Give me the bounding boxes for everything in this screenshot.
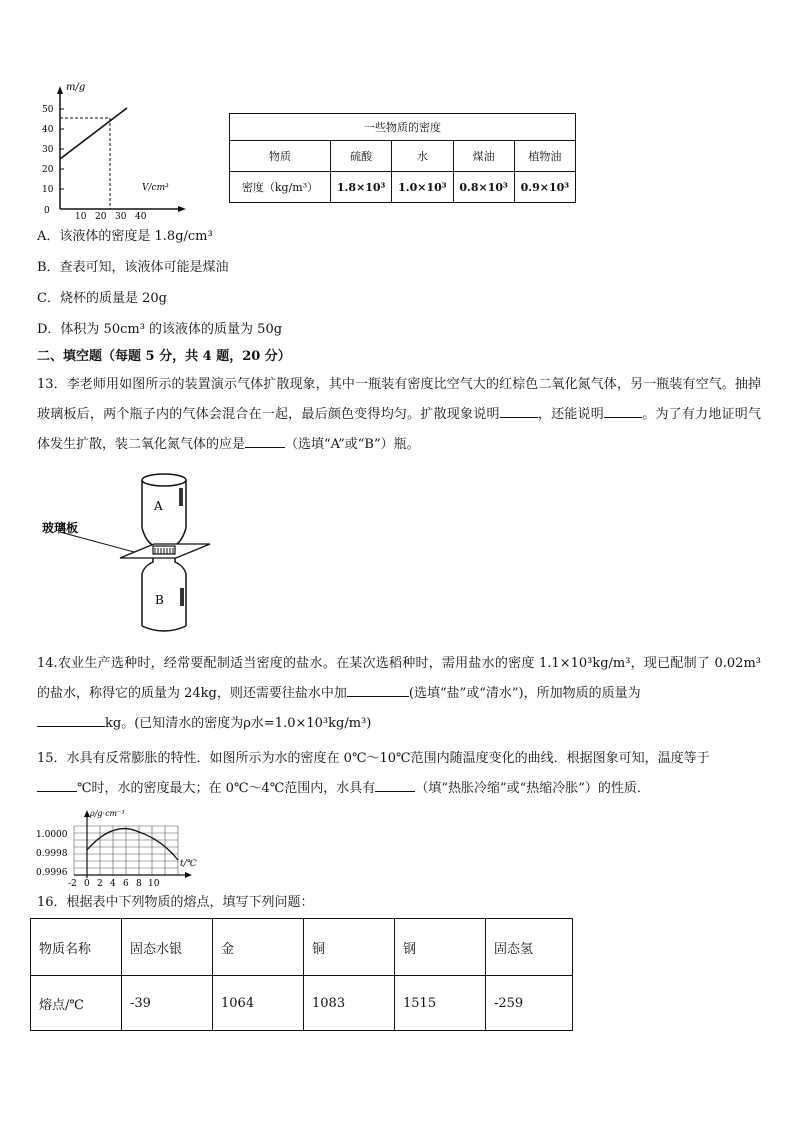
diffusion-apparatus-figure (42, 470, 232, 638)
table-cell: 0.8×10³ (453, 172, 514, 203)
table-header: 固态氢 (486, 919, 573, 976)
q14-text-3: kg。(已知清水的密度为ρ水=1.0×10³kg/m³) (105, 716, 372, 731)
xtick: 0 (84, 879, 90, 889)
question-15 (37, 744, 761, 804)
table-cell: -259 (486, 976, 573, 1031)
graph1-xlabel: V/cm³ (142, 183, 169, 193)
option-a: A．该液体的密度是 1.8g/cm³ (37, 229, 213, 244)
table-cell: 0.9×10³ (514, 172, 575, 203)
graph1-ylabel: m/g (66, 82, 86, 93)
question-13 (37, 370, 761, 460)
xtick: 10 (148, 879, 160, 889)
table-header: 硫酸 (331, 141, 392, 172)
bottle-a-label: A (154, 499, 163, 513)
ytick: 0.9996 (36, 868, 68, 878)
mass-volume-line (60, 108, 127, 159)
answer-blank[interactable] (37, 777, 77, 792)
table-header: 钢 (395, 919, 486, 976)
xtick: 2 (97, 879, 103, 889)
ytick: 30 (42, 145, 54, 155)
xtick: 6 (123, 879, 129, 889)
ytick: 20 (42, 165, 54, 175)
table-cell: 1083 (304, 976, 395, 1031)
glass-plate-label: 玻璃板 (42, 521, 79, 535)
answer-blank[interactable] (245, 433, 285, 448)
option-d: D．体积为 50cm³ 的该液体的质量为 50g (37, 322, 283, 337)
density-table (229, 113, 576, 203)
answer-blank[interactable] (347, 682, 409, 697)
q13-text-2: ，还能说明 (537, 407, 604, 422)
melting-point-table (30, 918, 573, 1031)
xtick: 4 (110, 879, 116, 889)
table-header: 植物油 (514, 141, 575, 172)
graph2-xlabel: t/℃ (180, 859, 197, 869)
table-header: 物质 (230, 141, 331, 172)
water-density-graph (36, 808, 212, 890)
q14-text-1: 14.农业生产选种时，经常要配制适当密度的盐水。在某次选稻种时，需用盐水的密度 1.1×10³kg/m³，现已配制了 0.02m³的盐水，称得它的质量为 24kg，则还需要往盐水中加 (37, 656, 761, 701)
q15-text-2: ℃时，水的密度最大；在 0℃～4℃范围内，水具有 (77, 781, 376, 796)
option-c: C．烧杯的质量是 20g (37, 291, 167, 306)
table-header: 水 (392, 141, 453, 172)
q13-text-4: （选填“A”或“B”）瓶。 (285, 437, 420, 452)
section-title: 二、填空题（每题 5 分，共 4 题，20 分） (37, 349, 291, 364)
table-cell: 1.8×10³ (331, 172, 392, 203)
xtick: 8 (136, 879, 142, 889)
table-cell: 1515 (395, 976, 486, 1031)
answer-blank[interactable] (500, 403, 538, 418)
table-cell: 1064 (213, 976, 304, 1031)
density-table-title: 一些物质的密度 (230, 114, 576, 141)
question-16-intro: 16．根据表中下列物质的熔点，填写下列问题： (37, 895, 314, 910)
table-cell: -39 (122, 976, 213, 1031)
table-header: 铜 (304, 919, 395, 976)
table-header: 物质名称 (31, 919, 122, 976)
q14-text-2: (选填“盐”或“清水”)，所加物质的质量为 (408, 686, 641, 701)
mass-volume-graph (30, 78, 200, 220)
ytick: 40 (42, 125, 54, 135)
ytick: 50 (42, 105, 54, 115)
xtick: -2 (68, 879, 77, 889)
xtick: 40 (135, 212, 147, 220)
ytick: 10 (42, 185, 54, 195)
table-header: 固态水银 (122, 919, 213, 976)
question-14 (37, 649, 761, 739)
q13-text-3: 。为了有力地证明气体发生扩散，装二氧化氮气体的应是 (37, 407, 761, 452)
q15-text-3: （填“热胀冷缩”或“热缩冷胀”）的性质． (415, 781, 650, 796)
q15-text-1: 15．水具有反常膨胀的特性．如图所示为水的密度在 0℃～10℃范围内随温度变化的曲线．根据图象可知，温度等于 (37, 751, 710, 766)
table-row-label: 熔点/℃ (31, 976, 122, 1031)
xtick: 10 (75, 212, 87, 220)
answer-blank[interactable] (37, 712, 105, 727)
ytick: 1.0000 (36, 830, 68, 840)
answer-blank[interactable] (375, 777, 415, 792)
graph2-ylabel: ρ/g·cm⁻³ (90, 809, 125, 818)
table-row-label: 密度（kg/m³） (230, 172, 331, 203)
bottle-b-label: B (155, 593, 164, 607)
xtick: 20 (95, 212, 107, 220)
xtick: 30 (115, 212, 127, 220)
table-cell: 1.0×10³ (392, 172, 453, 203)
table-header: 金 (213, 919, 304, 976)
answer-blank[interactable] (604, 403, 642, 418)
q13-text-1: 13．李老师用如图所示的装置演示气体扩散现象，其中一瓶装有密度比空气大的红棕色二氧化氮气体，另一瓶装有空气。抽掉玻璃板后，两个瓶子内的气体会混合在一起，最后颜色变得均匀。扩散现象说明 (37, 377, 761, 422)
origin-label: 0 (44, 206, 50, 216)
option-b: B．查表可知，该液体可能是煤油 (37, 260, 229, 275)
ytick: 0.9998 (36, 849, 68, 859)
table-header: 煤油 (453, 141, 514, 172)
